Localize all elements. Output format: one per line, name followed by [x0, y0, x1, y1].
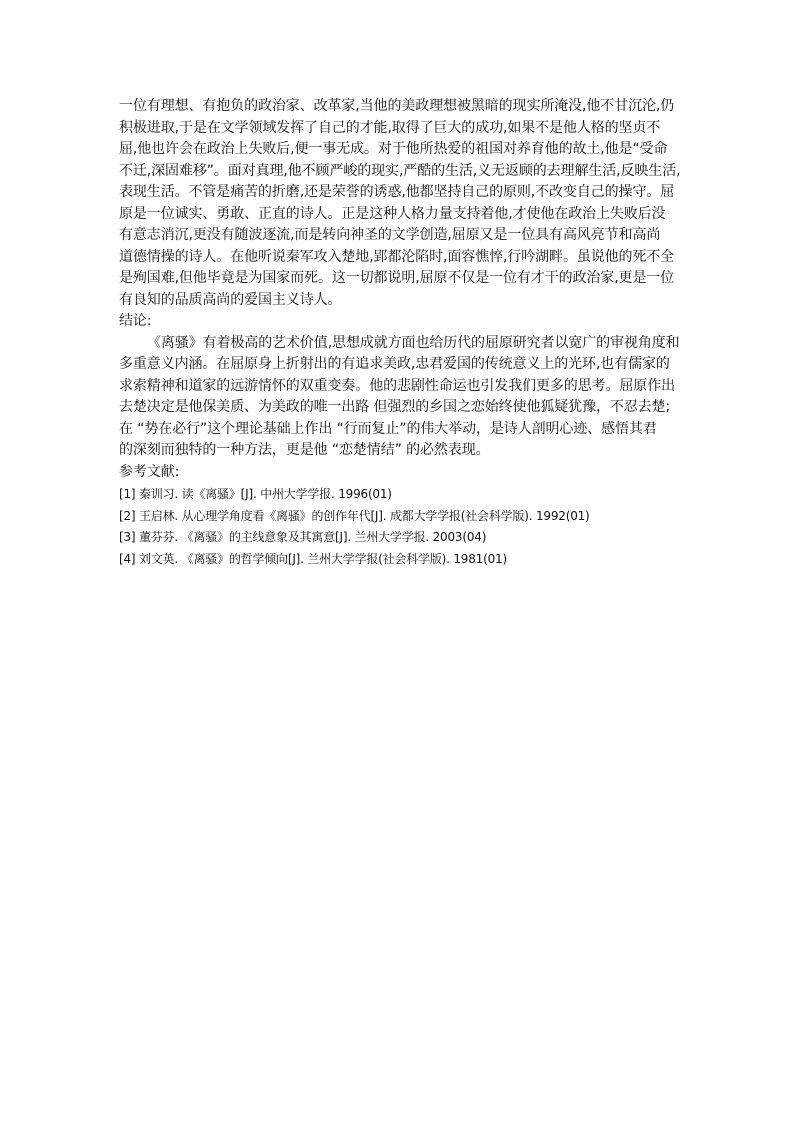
reference-item: [4] 刘文英. 《离骚》的哲学倾向[J]. 兰州大学学报(社会科学版). 1981(01) [119, 551, 507, 566]
text-line: 原是一位诚实、勇敢、正直的诗人。正是这种人格力量支持着他,才使他在政治上失败后没 [119, 205, 666, 222]
text-line: 多重意义内涵。在屈原身上折射出的有追求美政,忠君爱国的传统意义上的光环,也有儒家的 [119, 356, 670, 372]
text-line: 一位有理想、有抱负的政治家、改革家,当他的美政理想被黑暗的现实所淹没,他不甘沉沦,仍 [119, 98, 675, 114]
conclusion-paragraph [119, 333, 680, 462]
text-line: 的深刻而独特的一种方法，更是他 “恋楚情结” 的必然表现。 [119, 442, 490, 458]
reference-item: [3] 董芬芬. 《离骚》的主线意象及其寓意[J]. 兰州大学学报. 2003(04) [119, 530, 487, 544]
conclusion-heading: 结论: [119, 313, 152, 329]
text-line: 求索精神和道家的远游情怀的双重变奏。他的悲剧性命运也引发我们更多的思考。屈原作出 [119, 377, 675, 394]
text-line: 不迁,深固难移”。面对真理,他不顾严峻的现实,严酷的生活,义无返顾的去理解生活,反映生活, [119, 162, 681, 179]
text-line: 是殉国难,但他毕竟是为国家而死。这一切都说明,屈原不仅是一位有才干的政治家,更是一位 [119, 270, 675, 286]
reference-item: [1] 秦训习. 读《离骚》[J]. 中州大学学报. 1996(01) [119, 487, 392, 501]
reference-item: [2] 王启林. 从心理学角度看《离骚》的创作年代[J]. 成都大学学报(社会科学版). 1992(01) [119, 508, 590, 523]
text-line: 表现生活。不管是痛苦的折磨,还是荣誉的诱惑,他都坚持自己的原则,不改变自己的操守。屈 [119, 184, 675, 200]
text-line: 道德情操的诗人。在他听说秦军攻入楚地,郢都沦陷时,面容憔悴,行吟湖畔。虽说他的死不全 [119, 248, 675, 265]
references-list [119, 484, 674, 570]
text-line: 在 “势在必行”这个理论基础上作出 “行而复止”的伟大举动，是诗人剖明心迹、感悟其君 [119, 420, 657, 437]
text-line: 有意志消沉,更没有随波逐流,而是转向神圣的文学创造,屈原又是一位具有高风亮节和高尚 [119, 227, 661, 243]
text-line: 积极进取,于是在文学领域发挥了自己的才能,取得了巨大的成功,如果不是他人格的坚贞不 [119, 119, 661, 136]
text-line: 屈,他也许会在政治上失败后,便一事无成。对于他所热爱的祖国对养育他的故土,他是“受命 [119, 141, 668, 157]
references-heading: 参考文献: [119, 463, 180, 480]
body-paragraph [119, 96, 681, 311]
text-line: 去楚决定是他保美质、为美政的唯一出路 但强烈的乡国之恋始终使他狐疑犹豫，不忍去楚; [119, 399, 671, 415]
text-line: 有良知的品质高尚的爱国主义诗人。 [119, 291, 342, 308]
document-page [119, 96, 681, 570]
text-line: 《离骚》有着极高的艺术价值,思想成就方面也给历代的屈原研究者以宽广的审视角度和 [147, 334, 680, 351]
